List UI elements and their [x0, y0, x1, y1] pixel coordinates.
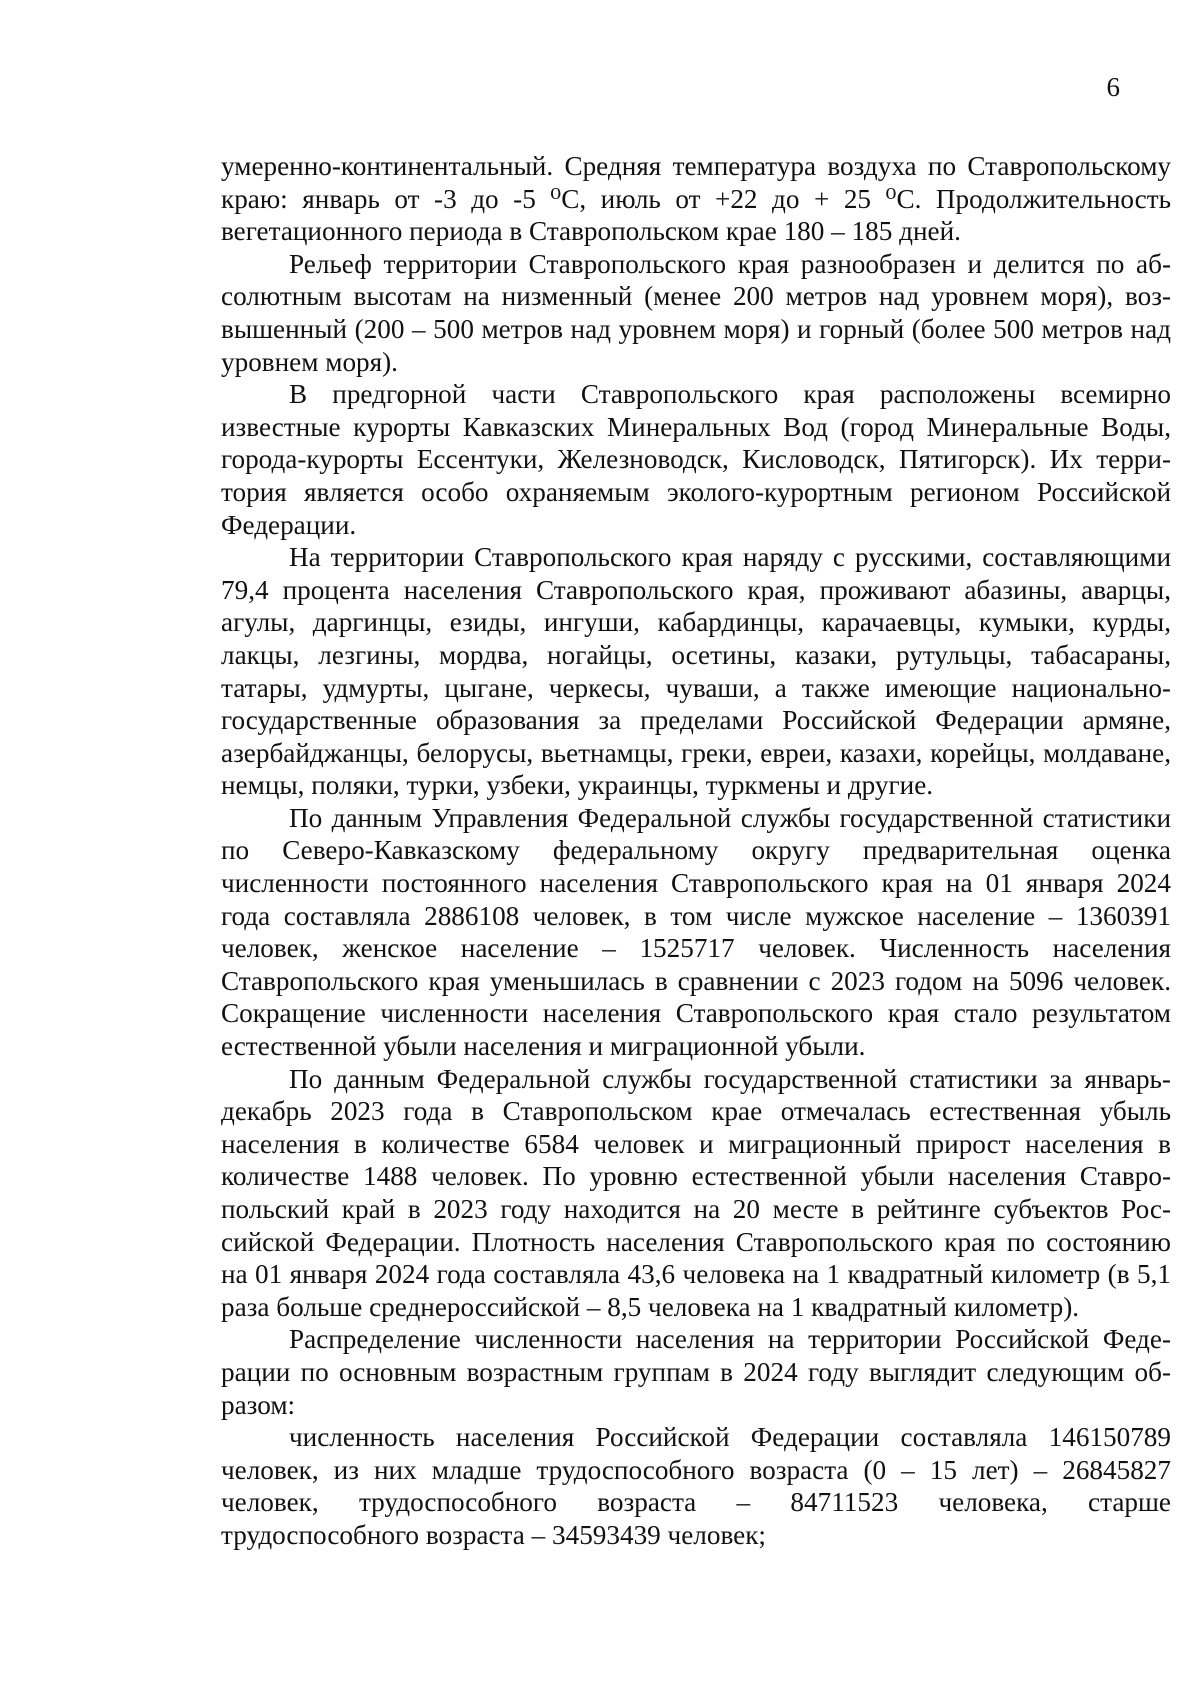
page-number: 6	[1106, 72, 1120, 102]
paragraph-nationalities: На территории Ставропольского края наряду с русскими, составляющими 79,4 процента населения Ставропольского края, проживают абазины, аварцы, агулы, даргинцы, езиды, ингуши, кабардинцы, карачаевцы, кумыки, курды, лакцы, лезгины, мордва, ногайцы, осетины, казаки, рутульцы, табасараны, татары, удмурты, цыгане, черкесы, чуваши, а также имеющие национально-государственные образования за пределами Российской Федерации армяне, азербайджанцы, белорусы, вьетнамцы, греки, евреи, казахи, корейцы, молдаване, немцы, поляки, турки, узбеки, украинцы, туркмены и другие.	[221, 542, 1171, 801]
paragraph-resorts: В предгорной части Ставропольского края расположены всемирно известные курорты Кавказских Минеральных Вод (город Минеральные Воды, города-курорты Ессентуки, Железноводск, Кисловодск, Пятигорск). Их территория является особо охраняемым эколого-курортным регионом Российской Федерации.	[221, 379, 1171, 540]
paragraph-natural-decline: По данным Федеральной службы государственной статистики за январь-декабрь 2023 года в Ставропольском крае отмечалась естественная убыль населения в количестве 6584 человек и миграционный прирост населения в количестве 1488 человек. По уровню естественной убыли населения Ставропольский край в 2023 году находится на 20 месте в рейтинге субъектов Российской Федерации. Плотность населения Ставропольского края по состоянию на 01 января 2024 года составляла 43,6 человека на 1 квадратный километр (в 5,1 раза больше среднероссийской – 8,5 человека на 1 квадратный километр).	[221, 1063, 1171, 1322]
paragraph-age-distribution-rf: численность населения Российской Федерации составляла 146150789 человек, из них младше трудоспособного возраста (0 – 15 лет) – 26845827 человек, трудоспособного возраста – 84711523 человека, старше трудоспособного возраста – 34593439 человек;	[221, 1422, 1171, 1550]
paragraph-relief: Рельеф территории Ставропольского края разнообразен и делится по абсолютным высотам на низменный (менее 200 метров над уровнем моря), возвышенный (200 – 500 метров над уровнем моря) и горный (более 500 метров над уровнем моря).	[221, 248, 1171, 377]
paragraph-age-distribution-intro: Распределение численности населения на территории Российской Федерации по основным возрастным группам в 2024 году выглядит следующим образом:	[221, 1324, 1171, 1420]
paragraph-population-estimate: По данным Управления Федеральной службы государственной статистики по Северо-Кавказскому федеральному округу предварительная оценка численности постоянного населения Ставропольского края на 01 января 2024 года составляла 2886108 человек, в том числе мужское население – 1360391 человек, женское население – 1525717 человек. Численность населения Ставропольского края уменьшилась в сравнении с 2023 годом на 5096 человек. Сокращение численности населения Ставропольского края стало результатом естественной убыли населения и миграционной убыли.	[221, 802, 1171, 1062]
paragraph-climate: умеренно-континентальный. Средняя температура воздуха по Ставропольскому краю: январь от -3 до -5 ⁰С, июль от +22 до + 25 ⁰С. Продолжительность вегетационного периода в Ставропольском крае 180 – 185 дней.	[221, 151, 1171, 247]
body-text	[221, 150, 1171, 1552]
